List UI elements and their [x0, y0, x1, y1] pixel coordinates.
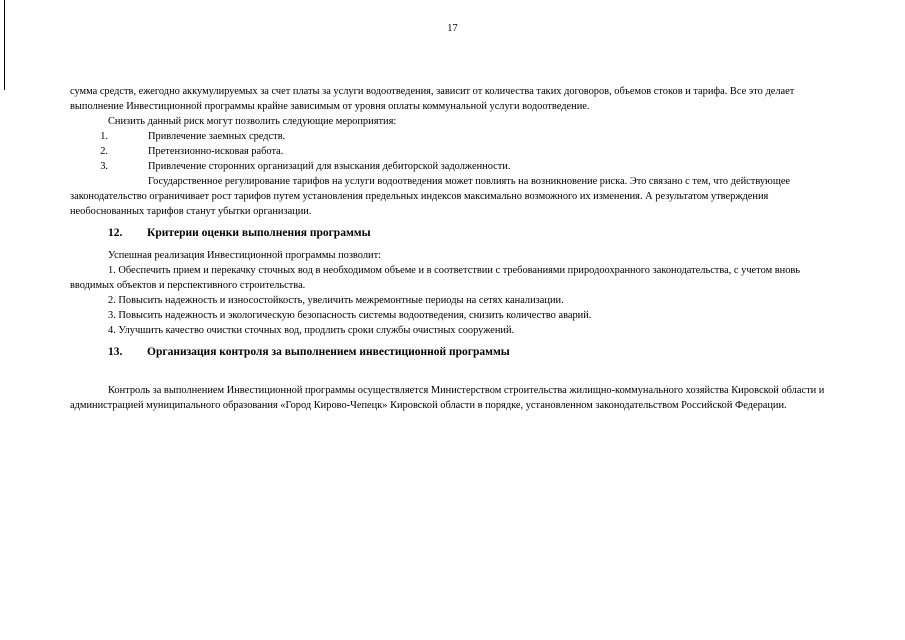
intro-paragraph: сумма средств, ежегодно аккумулируемых за счет платы за услуги водоотведения, зависит от количества таких договоров, объемов стоков и тарифа. Все это делает выполнение Инвестиционной программы крайне зависимым от уровня оплаты коммунальной услуги водоотведение.: [70, 86, 795, 112]
measure-number: 1.: [100, 131, 108, 142]
measure-text: Привлечение заемных средств.: [148, 131, 286, 142]
measure-text: Претензионно-исковая работа.: [148, 146, 284, 157]
page-number: 17: [447, 23, 458, 34]
measure-item: [70, 144, 845, 159]
section-13-number: 13.: [108, 346, 123, 358]
regulation-paragraph: Государственное регулирование тарифов на услуги водоотведения может повлиять на возникновение риска. Это связано с тем, что действующее законодательство ограничивает рост тарифов путем установления предельных индексов максимально возможного их изменения. А результатом утверждения необоснованных тарифов станут убытки организации.: [70, 176, 791, 217]
criteria-item: 2. Повысить надежность и износостойкость, увеличить межремонтные периоды на сетях канализации.: [108, 295, 564, 306]
document-body: [70, 84, 845, 413]
measures-intro: Снизить данный риск могут позволить следующие мероприятия:: [108, 116, 397, 127]
section-13-heading: [70, 345, 845, 360]
measure-item: [70, 159, 845, 174]
measure-text: Привлечение сторонних организаций для взыскания дебиторской задолженности.: [148, 161, 511, 172]
criteria-item: 1. Обеспечить прием и перекачку сточных вод в необходимом объеме и в соответствии с требованиями природоохранного законодательства, с учетом вновь вводимых объектов и перспективного строительства.: [70, 265, 801, 291]
section-12-title: Критерии оценки выполнения программы: [147, 227, 371, 239]
section-13-paragraph: Контроль за выполнением Инвестиционной программы осуществляется Министерством строительства жилищно-коммунального хозяйства Кировской области и администрацией муниципального образования «Город Кирово-Чепецк» Кировской области в порядке, установленном законодательством Российской Федерации.: [70, 385, 825, 411]
measure-number: 3.: [100, 161, 108, 172]
margin-line: [4, 0, 5, 90]
criteria-item: 3. Повысить надежность и экологическую безопасность системы водоотведения, снизить количество аварий.: [108, 310, 592, 321]
section-13-title: Организация контроля за выполнением инвестиционной программы: [147, 346, 510, 358]
section-12-heading: [70, 226, 845, 241]
measure-number: 2.: [100, 146, 108, 157]
measure-item: [70, 129, 845, 144]
criteria-item: 4. Улучшить качество очистки сточных вод, продлить сроки службы очистных сооружений.: [108, 325, 515, 336]
section-12-number: 12.: [108, 227, 123, 239]
section-12-intro: Успешная реализация Инвестиционной программы позволит:: [108, 250, 382, 261]
